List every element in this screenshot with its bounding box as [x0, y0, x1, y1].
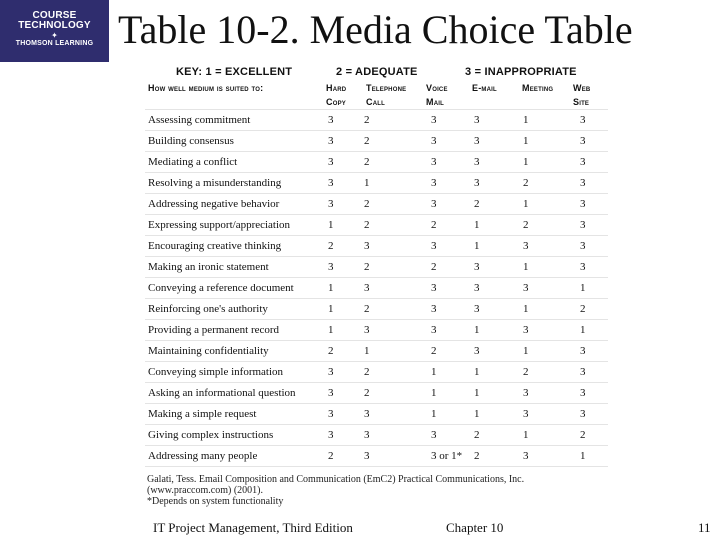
rating-cell: 1: [520, 131, 577, 152]
table-row: [145, 152, 608, 173]
table-row: [145, 278, 608, 299]
task-cell: Conveying simple information: [145, 362, 325, 383]
rating-cell: 1: [325, 215, 361, 236]
rating-cell: 1: [325, 278, 361, 299]
task-cell: Assessing commitment: [145, 110, 325, 131]
header-hard-copy-line1: Hard: [326, 83, 347, 93]
rating-cell: 3: [361, 320, 428, 341]
header-voice-mail-line1: Voice: [426, 83, 448, 93]
rating-cell: 3: [361, 446, 428, 467]
table-row: [145, 236, 608, 257]
rating-cell: 3: [577, 383, 608, 404]
rating-cell: 3: [325, 173, 361, 194]
rating-cell: 1: [471, 404, 520, 425]
table-row: [145, 446, 608, 467]
task-cell: Addressing negative behavior: [145, 194, 325, 215]
rating-cell: 3: [577, 215, 608, 236]
rating-cell: 1: [577, 278, 608, 299]
rating-cell: 3: [471, 257, 520, 278]
task-cell: Reinforcing one's authority: [145, 299, 325, 320]
media-choice-table-body: [145, 110, 608, 467]
rating-cell: 3: [577, 152, 608, 173]
header-email: E-mail: [472, 83, 497, 93]
source-citation: [147, 474, 524, 507]
rating-cell: 3: [471, 341, 520, 362]
rating-cell: 1: [471, 236, 520, 257]
rating-cell: 2: [520, 173, 577, 194]
rating-cell: 3: [577, 362, 608, 383]
table-row: [145, 320, 608, 341]
footer-chapter: Chapter 10: [446, 520, 504, 535]
footnote: *Depends on system functionality: [147, 496, 284, 507]
key-excellent: KEY: 1 = EXCELLENT: [176, 66, 293, 78]
rating-cell: 3: [428, 320, 471, 341]
header-voice-mail: [426, 81, 448, 109]
header-web-site-line1: Web: [573, 83, 591, 93]
table-row: [145, 215, 608, 236]
rating-cell: 3: [471, 173, 520, 194]
task-cell: Addressing many people: [145, 446, 325, 467]
rating-cell: 1: [428, 383, 471, 404]
rating-cell: 3: [428, 152, 471, 173]
rating-cell: 2: [361, 194, 428, 215]
rating-cell: 1: [471, 362, 520, 383]
table-row: [145, 173, 608, 194]
table-row: [145, 194, 608, 215]
table-row: [145, 110, 608, 131]
rating-cell: 3: [577, 131, 608, 152]
task-cell: Encouraging creative thinking: [145, 236, 325, 257]
table-row: [145, 362, 608, 383]
rating-cell: 2: [361, 215, 428, 236]
rating-cell: 3: [471, 110, 520, 131]
rating-cell: 3: [325, 194, 361, 215]
footer-course-title: IT Project Management, Third Edition: [153, 520, 353, 535]
rating-cell: 2: [428, 257, 471, 278]
footer-page-number: 11: [698, 520, 711, 535]
rating-cell: 2: [325, 446, 361, 467]
rating-cell: 3: [361, 425, 428, 446]
rating-cell: 2: [361, 299, 428, 320]
task-cell: Making an ironic statement: [145, 257, 325, 278]
rating-cell: 3: [325, 383, 361, 404]
task-cell: Mediating a conflict: [145, 152, 325, 173]
rating-cell: 3: [325, 404, 361, 425]
logo-line-3: THOMSON LEARNING: [15, 40, 94, 47]
rating-cell: 2: [325, 236, 361, 257]
rating-cell: 3: [520, 446, 577, 467]
rating-cell: 3: [577, 173, 608, 194]
header-web-site: [573, 81, 590, 109]
logo-line-2: TECHNOLOGY: [18, 20, 91, 31]
table-row: [145, 425, 608, 446]
task-cell: Conveying a reference document: [145, 278, 325, 299]
rating-cell: 2: [520, 215, 577, 236]
rating-cell: 3: [428, 173, 471, 194]
rating-cell: 3: [428, 236, 471, 257]
header-telephone-line1: Telephone: [366, 83, 407, 93]
rating-cell: 3: [577, 404, 608, 425]
rating-cell: 2: [428, 341, 471, 362]
rating-cell: 1: [520, 194, 577, 215]
rating-cell: 1: [361, 173, 428, 194]
task-cell: Expressing support/appreciation: [145, 215, 325, 236]
rating-cell: 3: [428, 110, 471, 131]
task-cell: Asking an informational question: [145, 383, 325, 404]
rating-cell: 1: [325, 299, 361, 320]
rating-cell: 2: [361, 383, 428, 404]
table-row: [145, 383, 608, 404]
rating-cell: 3: [520, 404, 577, 425]
rating-cell: 1: [520, 341, 577, 362]
rating-cell: 2: [325, 341, 361, 362]
rating-cell: 3: [325, 425, 361, 446]
rating-cell: 1: [520, 152, 577, 173]
rating-cell: 3: [325, 362, 361, 383]
slide-title: Table 10-2. Media Choice Table: [118, 7, 633, 52]
header-web-site-line2: Site: [573, 97, 590, 107]
rating-cell: 3: [361, 278, 428, 299]
rating-cell: 1: [520, 425, 577, 446]
rating-cell: 2: [428, 215, 471, 236]
rating-cell: 3: [577, 236, 608, 257]
rating-cell: 1: [471, 383, 520, 404]
task-cell: Building consensus: [145, 131, 325, 152]
rating-cell: 3: [520, 383, 577, 404]
rating-cell: 3: [471, 152, 520, 173]
rating-cell: 2: [471, 425, 520, 446]
rating-cell: 3: [520, 278, 577, 299]
rating-cell: 3: [428, 194, 471, 215]
media-choice-table: [145, 109, 608, 467]
rating-cell: 2: [361, 110, 428, 131]
rating-cell: 3: [577, 110, 608, 131]
table-row: [145, 341, 608, 362]
task-cell: Providing a permanent record: [145, 320, 325, 341]
rating-cell: 1: [471, 320, 520, 341]
rating-cell: 3: [577, 257, 608, 278]
rating-cell: 3: [471, 278, 520, 299]
rating-cell: 1: [520, 299, 577, 320]
rating-cell: 2: [361, 152, 428, 173]
rating-cell: 1: [325, 320, 361, 341]
rating-cell: 3 or 1*: [428, 446, 471, 467]
rating-cell: 3: [520, 320, 577, 341]
logo-line-1: COURSE: [32, 10, 77, 21]
task-cell: Resolving a misunderstanding: [145, 173, 325, 194]
rating-cell: 2: [577, 425, 608, 446]
task-cell: Making a simple request: [145, 404, 325, 425]
rating-cell: 3: [428, 299, 471, 320]
rating-cell: 2: [361, 362, 428, 383]
key-adequate: 2 = ADEQUATE: [336, 66, 418, 78]
header-hard-copy: [326, 81, 346, 109]
task-cell: Giving complex instructions: [145, 425, 325, 446]
rating-cell: 1: [471, 215, 520, 236]
rating-cell: 3: [520, 236, 577, 257]
table-row: [145, 257, 608, 278]
rating-cell: 3: [428, 425, 471, 446]
header-telephone-line2: Call: [366, 97, 385, 107]
rating-cell: 1: [520, 110, 577, 131]
rating-cell: 3: [361, 236, 428, 257]
table-row: [145, 404, 608, 425]
rating-cell: 3: [325, 152, 361, 173]
rating-cell: 3: [471, 299, 520, 320]
table-row: [145, 299, 608, 320]
rating-cell: 1: [428, 404, 471, 425]
rating-cell: 2: [361, 257, 428, 278]
header-voice-mail-line2: Mail: [426, 97, 444, 107]
source-line-1: Galati, Tess. Email Composition and Communication (EmC2) Practical Communications, Inc.: [147, 474, 525, 485]
rating-cell: 2: [520, 362, 577, 383]
rating-cell: 1: [428, 362, 471, 383]
rating-cell: 3: [325, 110, 361, 131]
key-inappropriate: 3 = INAPPROPRIATE: [465, 66, 577, 78]
rating-cell: 3: [325, 131, 361, 152]
rating-cell: 3: [361, 404, 428, 425]
rating-cell: 1: [577, 320, 608, 341]
rating-cell: 2: [577, 299, 608, 320]
table-row: [145, 131, 608, 152]
rating-cell: 1: [520, 257, 577, 278]
logo-star-icon: ✦: [51, 31, 58, 40]
course-technology-logo: [0, 0, 109, 62]
task-column-header: How well medium is suited to:: [148, 83, 264, 93]
task-cell: Maintaining confidentiality: [145, 341, 325, 362]
rating-cell: 3: [577, 194, 608, 215]
rating-cell: 3: [325, 257, 361, 278]
rating-cell: 3: [428, 278, 471, 299]
header-telephone-call: [366, 81, 406, 109]
source-line-2: (www.praccom.com) (2001).: [147, 485, 263, 496]
rating-cell: 3: [428, 131, 471, 152]
rating-cell: 1: [577, 446, 608, 467]
rating-cell: 3: [471, 131, 520, 152]
rating-cell: 1: [361, 341, 428, 362]
rating-cell: 3: [577, 341, 608, 362]
rating-cell: 2: [471, 446, 520, 467]
header-hard-copy-line2: Copy: [326, 97, 346, 107]
rating-cell: 2: [361, 131, 428, 152]
rating-cell: 2: [471, 194, 520, 215]
header-meeting: Meeting: [522, 83, 554, 93]
